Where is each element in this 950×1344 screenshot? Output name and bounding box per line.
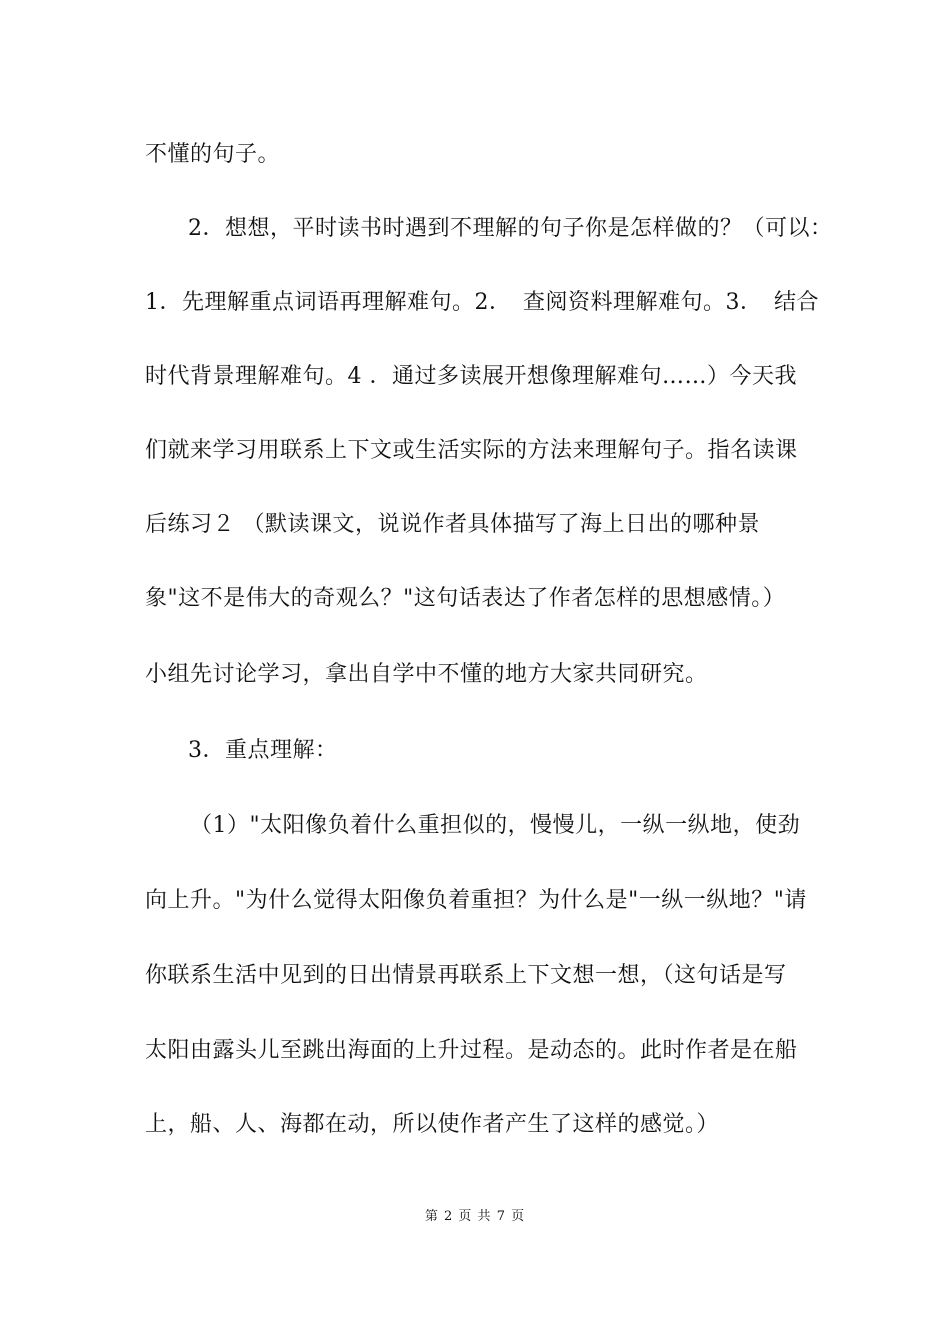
body-line-3: 1．先理解重点词语再理解难句。2． 查阅资料理解难句。3． 结合 (145, 290, 819, 315)
body-line-5: 们就来学习用联系上下文或生活实际的方法来理解句子。指名读课 (145, 438, 798, 463)
body-line-4: 时代背景理解难句。4 ．通过多读展开想像理解难句……）今天我 (145, 364, 797, 389)
page-number-footer: 第 2 页 共 7 页 (424, 1209, 526, 1224)
body-line-13: 太阳由露头儿至跳出海面的上升过程。是动态的。此时作者是在船 (145, 1038, 798, 1063)
body-line-1: 不懂的句子。 (145, 142, 281, 167)
body-line-10: （1）"太阳像负着什么重担似的，慢慢儿，一纵一纵地，使劲 (190, 813, 801, 838)
body-line-2: 2．想想，平时读书时遇到不理解的句子你是怎样做的？（可以： (188, 216, 833, 241)
section-heading: 3．重点理解： (188, 738, 338, 763)
body-line-14: 上，船、人、海都在动，所以使作者产生了这样的感觉。） (145, 1112, 720, 1137)
body-line-8: 小组先讨论学习，拿出自学中不懂的地方大家共同研究。 (145, 662, 708, 687)
body-line-6: 后练习２ （默读课文，说说作者具体描写了海上日出的哪种景 (145, 512, 760, 537)
body-line-12: 你联系生活中见到的日出情景再联系上下文想一想，（这句话是写 (145, 963, 787, 988)
body-line-11: 向上升。"为什么觉得太阳像负着重担？为什么是"一纵一纵地？"请 (145, 888, 807, 913)
body-line-7: 象"这不是伟大的奇观么？"这句话表达了作者怎样的思想感情。） (145, 586, 786, 611)
